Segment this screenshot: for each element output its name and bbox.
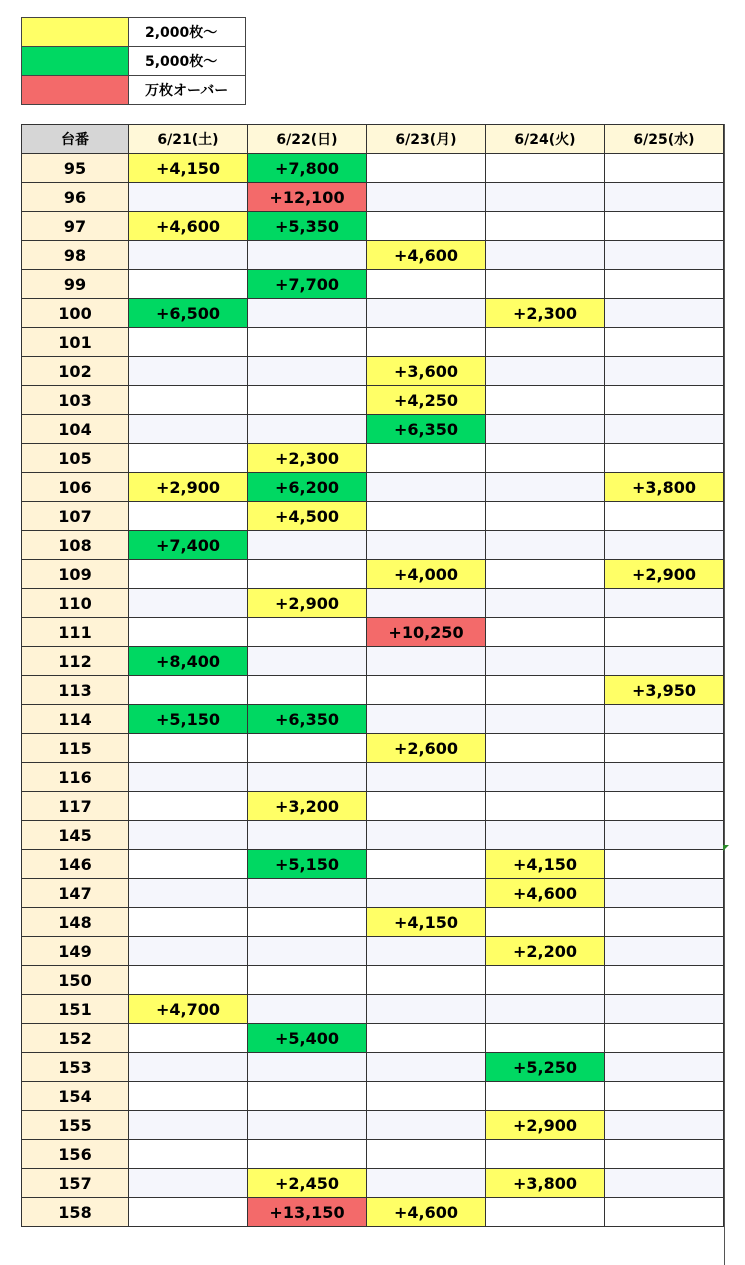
comment-indicator-icon (723, 845, 729, 851)
result-cell (367, 937, 486, 966)
result-cell (129, 183, 248, 212)
result-cell: +5,350 (248, 212, 367, 241)
result-cell: +7,700 (248, 270, 367, 299)
result-cell: +2,200 (486, 937, 605, 966)
result-cell (129, 560, 248, 589)
machine-number-cell: 154 (22, 1082, 129, 1111)
result-cell (486, 1198, 605, 1227)
result-cell (486, 270, 605, 299)
result-cell: +4,250 (367, 386, 486, 415)
result-cell (248, 763, 367, 792)
result-cell (248, 821, 367, 850)
result-cell: +13,150 (248, 1198, 367, 1227)
table-row (22, 676, 724, 705)
machine-number-cell: 110 (22, 589, 129, 618)
table-row (22, 647, 724, 676)
result-cell (248, 1053, 367, 1082)
result-cell: +5,400 (248, 1024, 367, 1053)
machine-number-cell: 95 (22, 154, 129, 183)
date-header: 6/22(日) (248, 125, 367, 154)
machine-number-cell: 106 (22, 473, 129, 502)
table-row (22, 618, 724, 647)
result-cell (605, 444, 724, 473)
legend-swatch (22, 47, 129, 76)
result-cell: +2,600 (367, 734, 486, 763)
machine-number-cell: 96 (22, 183, 129, 212)
result-cell (367, 299, 486, 328)
result-cell (605, 531, 724, 560)
table-row (22, 589, 724, 618)
table-row (22, 734, 724, 763)
result-cell (367, 154, 486, 183)
result-cell: +4,600 (486, 879, 605, 908)
result-cell (605, 502, 724, 531)
result-cell (367, 502, 486, 531)
result-cell: +2,900 (248, 589, 367, 618)
table-row (22, 792, 724, 821)
table-row (22, 879, 724, 908)
result-cell (605, 995, 724, 1024)
result-cell (129, 618, 248, 647)
legend-label: 万枚オーバー (129, 76, 246, 105)
machine-number-cell: 115 (22, 734, 129, 763)
result-cell: +4,500 (248, 502, 367, 531)
result-cell: +2,300 (486, 299, 605, 328)
machine-number-cell: 148 (22, 908, 129, 937)
table-row (22, 1053, 724, 1082)
result-cell: +4,000 (367, 560, 486, 589)
table-row (22, 154, 724, 183)
result-cell (486, 154, 605, 183)
result-cell (605, 1053, 724, 1082)
result-cell (486, 241, 605, 270)
machine-number-cell: 100 (22, 299, 129, 328)
result-cell (605, 183, 724, 212)
table-row (22, 241, 724, 270)
result-cell (605, 734, 724, 763)
result-cell (486, 531, 605, 560)
result-cell (605, 1198, 724, 1227)
result-cell (367, 531, 486, 560)
result-cell (367, 589, 486, 618)
result-cell (367, 183, 486, 212)
machine-number-cell: 114 (22, 705, 129, 734)
result-cell (367, 966, 486, 995)
result-cell: +3,950 (605, 676, 724, 705)
legend-swatch (22, 18, 129, 47)
result-cell (605, 908, 724, 937)
result-cell: +2,450 (248, 1169, 367, 1198)
table-row (22, 270, 724, 299)
legend-label: 2,000枚～ (129, 18, 246, 47)
result-cell (486, 444, 605, 473)
result-cell (486, 763, 605, 792)
result-cell: +4,600 (129, 212, 248, 241)
result-cell (486, 589, 605, 618)
result-cell (248, 415, 367, 444)
table-row (22, 1140, 724, 1169)
machine-number-cell: 151 (22, 995, 129, 1024)
result-cell (605, 1111, 724, 1140)
result-cell: +10,250 (367, 618, 486, 647)
table-row (22, 386, 724, 415)
result-cell (605, 792, 724, 821)
machine-number-cell: 103 (22, 386, 129, 415)
machine-number-cell: 157 (22, 1169, 129, 1198)
date-header: 6/24(火) (486, 125, 605, 154)
table-row (22, 1169, 724, 1198)
table-row (22, 444, 724, 473)
result-cell: +3,800 (605, 473, 724, 502)
result-cell (367, 1140, 486, 1169)
machine-number-cell: 99 (22, 270, 129, 299)
result-cell: +6,350 (367, 415, 486, 444)
machine-number-cell: 112 (22, 647, 129, 676)
result-cell (248, 966, 367, 995)
result-cell (486, 502, 605, 531)
result-cell (367, 879, 486, 908)
result-cell: +3,200 (248, 792, 367, 821)
result-cell (248, 531, 367, 560)
result-cell (129, 1169, 248, 1198)
machine-number-cell: 105 (22, 444, 129, 473)
result-cell (605, 357, 724, 386)
result-cell (605, 618, 724, 647)
machine-number-cell: 152 (22, 1024, 129, 1053)
result-cell (129, 937, 248, 966)
results-table (21, 124, 724, 1227)
machine-number-cell: 113 (22, 676, 129, 705)
result-cell (129, 415, 248, 444)
result-cell (486, 734, 605, 763)
result-cell (248, 908, 367, 937)
result-cell (605, 1140, 724, 1169)
result-cell (486, 792, 605, 821)
legend-label: 5,000枚～ (129, 47, 246, 76)
machine-number-cell: 117 (22, 792, 129, 821)
result-cell (129, 1024, 248, 1053)
result-cell: +8,400 (129, 647, 248, 676)
result-cell: +3,600 (367, 357, 486, 386)
result-cell (605, 270, 724, 299)
result-cell (248, 937, 367, 966)
result-cell (605, 1024, 724, 1053)
result-cell (486, 212, 605, 241)
result-cell (605, 647, 724, 676)
result-cell (248, 299, 367, 328)
result-cell (129, 792, 248, 821)
result-cell (605, 966, 724, 995)
result-cell (605, 1169, 724, 1198)
result-cell: +4,600 (367, 241, 486, 270)
result-cell (129, 270, 248, 299)
machine-number-cell: 107 (22, 502, 129, 531)
result-cell (129, 589, 248, 618)
result-cell (129, 241, 248, 270)
result-cell (486, 1024, 605, 1053)
legend-swatch (22, 76, 129, 105)
result-cell (605, 212, 724, 241)
result-cell (129, 1053, 248, 1082)
result-cell (367, 473, 486, 502)
result-cell (367, 444, 486, 473)
result-cell (129, 850, 248, 879)
result-cell (367, 850, 486, 879)
result-cell (486, 676, 605, 705)
result-cell: +4,600 (367, 1198, 486, 1227)
result-cell (129, 879, 248, 908)
machine-number-cell: 102 (22, 357, 129, 386)
result-cell: +4,150 (486, 850, 605, 879)
machine-number-cell: 158 (22, 1198, 129, 1227)
result-cell (486, 473, 605, 502)
result-cell (248, 386, 367, 415)
result-cell: +2,300 (248, 444, 367, 473)
result-cell (605, 328, 724, 357)
result-cell (605, 705, 724, 734)
result-cell (367, 212, 486, 241)
result-cell (129, 1140, 248, 1169)
table-row (22, 502, 724, 531)
result-cell (129, 966, 248, 995)
machine-number-cell: 147 (22, 879, 129, 908)
header-row (22, 125, 724, 154)
result-cell (129, 357, 248, 386)
result-cell (248, 241, 367, 270)
table-row (22, 415, 724, 444)
result-cell: +7,400 (129, 531, 248, 560)
result-cell (486, 560, 605, 589)
legend-row (22, 47, 246, 76)
result-cell (367, 676, 486, 705)
table-row (22, 705, 724, 734)
machine-number-cell: 116 (22, 763, 129, 792)
machine-number-cell: 149 (22, 937, 129, 966)
result-cell (367, 1111, 486, 1140)
table-row (22, 908, 724, 937)
result-cell (248, 676, 367, 705)
machine-number-cell: 109 (22, 560, 129, 589)
table-row (22, 183, 724, 212)
result-cell (129, 1198, 248, 1227)
result-cell (605, 241, 724, 270)
result-cell (129, 821, 248, 850)
machine-number-cell: 98 (22, 241, 129, 270)
result-cell (486, 1140, 605, 1169)
result-cell: +6,200 (248, 473, 367, 502)
result-cell (367, 995, 486, 1024)
table-row (22, 850, 724, 879)
table-row (22, 1082, 724, 1111)
result-cell (248, 879, 367, 908)
machine-number-cell: 108 (22, 531, 129, 560)
table-row (22, 937, 724, 966)
result-cell: +12,100 (248, 183, 367, 212)
result-cell: +4,150 (367, 908, 486, 937)
result-cell: +2,900 (605, 560, 724, 589)
machine-number-cell: 111 (22, 618, 129, 647)
machine-number-header: 台番 (22, 125, 129, 154)
result-cell (486, 647, 605, 676)
date-header: 6/25(水) (605, 125, 724, 154)
machine-number-cell: 155 (22, 1111, 129, 1140)
result-cell (605, 154, 724, 183)
result-cell (367, 328, 486, 357)
result-cell (129, 676, 248, 705)
result-cell (248, 647, 367, 676)
machine-number-cell: 97 (22, 212, 129, 241)
result-cell (129, 1082, 248, 1111)
machine-number-cell: 104 (22, 415, 129, 444)
table-row (22, 763, 724, 792)
result-cell: +5,150 (129, 705, 248, 734)
result-cell: +4,700 (129, 995, 248, 1024)
result-cell (248, 734, 367, 763)
result-cell: +6,500 (129, 299, 248, 328)
result-cell (605, 299, 724, 328)
legend-row (22, 76, 246, 105)
table-row (22, 821, 724, 850)
table-row (22, 357, 724, 386)
table-row (22, 966, 724, 995)
result-cell (248, 328, 367, 357)
result-cell (605, 821, 724, 850)
result-cell (605, 879, 724, 908)
result-cell (486, 618, 605, 647)
result-cell (367, 270, 486, 299)
result-cell (486, 995, 605, 1024)
result-cell (129, 763, 248, 792)
table-row (22, 212, 724, 241)
result-cell (248, 1140, 367, 1169)
result-cell (248, 1111, 367, 1140)
result-cell (367, 1053, 486, 1082)
machine-number-cell: 156 (22, 1140, 129, 1169)
table-row (22, 328, 724, 357)
result-cell (248, 1082, 367, 1111)
result-cell (605, 937, 724, 966)
result-cell (486, 821, 605, 850)
date-header: 6/21(土) (129, 125, 248, 154)
result-cell: +7,800 (248, 154, 367, 183)
result-cell (367, 821, 486, 850)
result-cell (486, 183, 605, 212)
result-cell (486, 328, 605, 357)
result-cell (367, 647, 486, 676)
result-cell (129, 1111, 248, 1140)
table-row (22, 299, 724, 328)
result-cell (486, 908, 605, 937)
result-cell (605, 415, 724, 444)
result-cell: +6,350 (248, 705, 367, 734)
result-cell (248, 995, 367, 1024)
table-row (22, 1198, 724, 1227)
result-cell (605, 589, 724, 618)
result-cell (367, 1024, 486, 1053)
result-cell (129, 328, 248, 357)
result-cell (605, 763, 724, 792)
result-cell (605, 1082, 724, 1111)
date-header: 6/23(月) (367, 125, 486, 154)
result-cell: +5,150 (248, 850, 367, 879)
result-cell (129, 386, 248, 415)
result-cell (486, 415, 605, 444)
result-cell (367, 1169, 486, 1198)
table-row (22, 531, 724, 560)
table-row (22, 473, 724, 502)
result-cell (486, 386, 605, 415)
result-cell: +2,900 (486, 1111, 605, 1140)
result-cell (129, 444, 248, 473)
machine-number-cell: 150 (22, 966, 129, 995)
machine-number-cell: 145 (22, 821, 129, 850)
legend-row (22, 18, 246, 47)
color-legend (21, 17, 246, 105)
result-cell: +5,250 (486, 1053, 605, 1082)
table-row (22, 1024, 724, 1053)
result-cell (248, 560, 367, 589)
result-cell (367, 792, 486, 821)
result-cell (486, 966, 605, 995)
machine-number-cell: 153 (22, 1053, 129, 1082)
result-cell (248, 618, 367, 647)
table-row (22, 1111, 724, 1140)
result-cell (486, 357, 605, 386)
result-cell: +4,150 (129, 154, 248, 183)
result-cell (367, 763, 486, 792)
result-cell: +2,900 (129, 473, 248, 502)
result-cell (605, 386, 724, 415)
machine-number-cell: 101 (22, 328, 129, 357)
result-cell: +3,800 (486, 1169, 605, 1198)
table-row (22, 560, 724, 589)
sheet-divider-line (724, 124, 725, 1265)
result-cell (486, 1082, 605, 1111)
result-cell (129, 502, 248, 531)
result-cell (248, 357, 367, 386)
table-row (22, 995, 724, 1024)
machine-number-cell: 146 (22, 850, 129, 879)
result-cell (129, 734, 248, 763)
result-cell (605, 850, 724, 879)
result-cell (367, 705, 486, 734)
result-cell (129, 908, 248, 937)
result-cell (486, 705, 605, 734)
result-cell (367, 1082, 486, 1111)
